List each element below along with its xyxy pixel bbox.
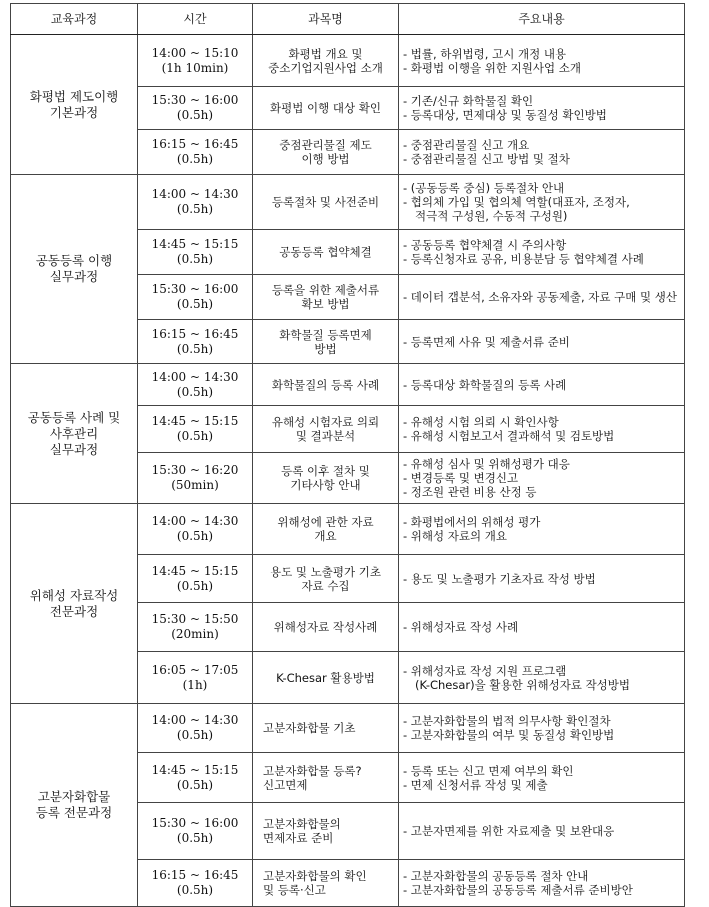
time-line: (20min) bbox=[171, 627, 219, 641]
content-line: - 용도 및 노출평가 기초자료 작성 방법 bbox=[403, 571, 596, 586]
content-line: - 등록대상 화학물질의 등록 사례 bbox=[403, 377, 567, 392]
subject-line: 면제자료 준비 bbox=[263, 831, 334, 845]
content-line: - 기존/신규 화학물질 확인 bbox=[403, 94, 534, 108]
course-name-line: 전문과정 bbox=[49, 603, 99, 619]
course-name-line: 위해성 자료작성 bbox=[29, 587, 119, 603]
subject-line: 고분자화합물의 bbox=[263, 817, 341, 831]
main-contents bbox=[399, 275, 685, 320]
subject-line: 자료 수집 bbox=[301, 578, 350, 593]
subject-name bbox=[253, 555, 399, 603]
main-contents bbox=[399, 603, 685, 652]
header-subject: 과목명 bbox=[253, 4, 399, 35]
main-contents bbox=[399, 453, 685, 504]
subject-name bbox=[253, 175, 399, 230]
time-line: (0.5h) bbox=[176, 578, 214, 593]
time-line: 14:45 ~ 15:15 bbox=[151, 237, 239, 251]
time-line: 16:15 ~ 16:45 bbox=[151, 137, 239, 151]
content-line: - 화평법에서의 위해성 평가 bbox=[403, 515, 541, 529]
time-line: 14:45 ~ 15:15 bbox=[151, 563, 239, 578]
time-line: 15:30 ~ 16:20 bbox=[151, 463, 239, 477]
course-name-line: 사후관리 bbox=[49, 425, 99, 441]
subject-name bbox=[253, 504, 399, 555]
subject-line: 고분자화합물 등록? bbox=[263, 763, 362, 778]
main-contents bbox=[399, 406, 685, 453]
time-line: 15:30 ~ 16:00 bbox=[151, 816, 239, 830]
main-contents bbox=[399, 555, 685, 603]
time-line: 15:30 ~ 15:50 bbox=[151, 612, 239, 626]
curriculum-table bbox=[10, 3, 685, 907]
subject-line: 개요 bbox=[314, 529, 337, 543]
main-contents bbox=[399, 320, 685, 364]
subject-line: 공동등록 협약체결 bbox=[279, 245, 372, 259]
time-line: (0.5h) bbox=[176, 777, 214, 792]
subject-line: 및 결과분석 bbox=[295, 429, 356, 443]
subject-name bbox=[253, 803, 399, 860]
main-contents bbox=[399, 87, 685, 130]
session-time bbox=[138, 130, 253, 175]
time-line: (0.5h) bbox=[176, 529, 214, 543]
session-time bbox=[138, 406, 253, 453]
session-time bbox=[138, 860, 253, 907]
time-line: (0.5h) bbox=[176, 728, 214, 742]
time-line: 14:45 ~ 15:15 bbox=[151, 762, 239, 777]
subject-line: 유해성 시험자료 의뢰 bbox=[271, 415, 380, 429]
time-line: 14:45 ~ 15:15 bbox=[151, 414, 239, 428]
subject-line: 등록을 위한 제출서류 bbox=[271, 283, 380, 297]
content-line: - 유해성 시험 의뢰 시 확인사항 bbox=[403, 415, 559, 429]
subject-line: 확보 방법 bbox=[301, 297, 350, 311]
main-contents bbox=[399, 753, 685, 803]
subject-line: 중소기업지원사업 소개 bbox=[268, 60, 383, 75]
content-line: - 면제 신청서류 작성 및 제출 bbox=[403, 777, 548, 792]
content-line: - 유해성 심사 및 위해성평가 대응 bbox=[403, 457, 570, 471]
content-line: - 법률, 하위법령, 고시 개정 내용 bbox=[403, 46, 567, 61]
time-line: (0.5h) bbox=[176, 384, 214, 399]
time-line: 16:15 ~ 16:45 bbox=[151, 326, 239, 341]
time-line: (0.5h) bbox=[176, 429, 214, 443]
session-time bbox=[138, 652, 253, 704]
content-line: - 화평법 이행을 위한 지원사업 소개 bbox=[403, 60, 581, 75]
time-line: (0.5h) bbox=[176, 108, 214, 122]
subject-line: 고분자화합물 기초 bbox=[263, 721, 356, 735]
course-name bbox=[11, 504, 138, 704]
time-line: (0.5h) bbox=[176, 202, 214, 216]
table-row bbox=[11, 35, 685, 87]
time-line: 14:00 ~ 15:10 bbox=[151, 45, 239, 60]
content-line: - 정조원 관련 비용 산정 등 bbox=[403, 485, 537, 499]
subject-line: K-Chesar 활용방법 bbox=[276, 670, 375, 685]
course-name-line: 기본과정 bbox=[49, 104, 99, 120]
session-time bbox=[138, 35, 253, 87]
time-line: 16:15 ~ 16:45 bbox=[151, 868, 239, 882]
subject-name bbox=[253, 130, 399, 175]
session-time bbox=[138, 230, 253, 275]
time-line: 14:00 ~ 14:30 bbox=[151, 514, 239, 528]
subject-line: 방법 bbox=[314, 341, 337, 356]
course-name-line: 공동등록 사례 및 bbox=[27, 409, 121, 425]
session-time bbox=[138, 364, 253, 406]
session-time bbox=[138, 555, 253, 603]
subject-name bbox=[253, 704, 399, 753]
content-line: - 유해성 시험보고서 결과해석 및 검토방법 bbox=[403, 429, 615, 443]
time-line: 15:30 ~ 16:00 bbox=[151, 282, 239, 296]
subject-line: 화학물질 등록면제 bbox=[279, 327, 372, 342]
content-line: - 고분자화합물의 공동등록 절차 안내 bbox=[403, 869, 589, 883]
time-line: (0.5h) bbox=[176, 831, 214, 845]
subject-name bbox=[253, 860, 399, 907]
subject-line: 화학물질의 등록 사례 bbox=[271, 377, 380, 392]
main-contents bbox=[399, 35, 685, 87]
time-line: 14:00 ~ 14:30 bbox=[151, 369, 239, 384]
course-name bbox=[11, 364, 138, 504]
content-line: - 고분자화합물의 공동등록 제출서류 준비방안 bbox=[403, 883, 633, 897]
subject-name bbox=[253, 87, 399, 130]
course-name-line: 고분자화합물 bbox=[37, 789, 111, 804]
content-line: - 고분자화합물의 여부 및 동질성 확인방법 bbox=[403, 728, 615, 742]
main-contents bbox=[399, 860, 685, 907]
time-line: 15:30 ~ 16:00 bbox=[151, 93, 239, 107]
main-contents bbox=[399, 652, 685, 704]
subject-line: 화평법 이행 대상 확인 bbox=[270, 101, 381, 115]
time-line: (0.5h) bbox=[176, 297, 214, 311]
time-line: (1h 10min) bbox=[161, 60, 229, 75]
table-row bbox=[11, 504, 685, 555]
subject-line: 고분자화합물의 확인 bbox=[263, 869, 367, 883]
content-line: - 고분자면제를 위한 자료제출 및 보완대응 bbox=[403, 824, 615, 838]
content-line: - 위해성자료 작성 사례 bbox=[403, 620, 519, 634]
main-contents bbox=[399, 130, 685, 175]
time-line: 14:00 ~ 14:30 bbox=[151, 187, 239, 201]
subject-line: 화평법 개요 및 bbox=[288, 46, 363, 61]
table-row bbox=[11, 704, 685, 753]
subject-line: 위해성에 관한 자료 bbox=[277, 515, 374, 529]
main-contents bbox=[399, 364, 685, 406]
subject-line: 신고면제 bbox=[263, 777, 308, 792]
session-time bbox=[138, 603, 253, 652]
subject-name bbox=[253, 453, 399, 504]
subject-name bbox=[253, 320, 399, 364]
course-name bbox=[11, 704, 138, 907]
time-line: (0.5h) bbox=[176, 341, 214, 356]
subject-line: 등록절차 및 사전준비 bbox=[271, 195, 380, 209]
header-course: 교육과정 bbox=[11, 4, 138, 35]
course-name-line: 실무과정 bbox=[49, 441, 99, 457]
time-line: (0.5h) bbox=[176, 152, 214, 166]
content-line: - 등록 또는 신고 면제 여부의 확인 bbox=[403, 763, 574, 778]
content-line: - 데이터 갭분석, 소유자와 공동제출, 자료 구매 및 생산 bbox=[403, 290, 677, 304]
table-row bbox=[11, 175, 685, 230]
subject-line: 등록 이후 절차 및 bbox=[281, 464, 370, 478]
content-line: - 고분자화합물의 법적 의무사항 확인절차 bbox=[403, 714, 611, 728]
content-line: - 공동등록 협약체결 시 주의사항 bbox=[403, 238, 567, 252]
content-line: (K-Chesar)을 활용한 위해성자료 작성방법 bbox=[415, 677, 630, 692]
content-line: - 등록면제 사유 및 제출서류 준비 bbox=[403, 334, 570, 349]
session-time bbox=[138, 453, 253, 504]
course-name-line: 공동등록 이행 bbox=[35, 253, 113, 268]
subject-line: 위해성자료 작성사례 bbox=[273, 620, 378, 634]
main-contents bbox=[399, 704, 685, 753]
header-row bbox=[11, 4, 685, 35]
content-line: - 위해성자료 작성 지원 프로그램 bbox=[403, 663, 567, 678]
session-time bbox=[138, 704, 253, 753]
session-time bbox=[138, 320, 253, 364]
time-line: 16:05 ~ 17:05 bbox=[151, 662, 239, 677]
subject-name bbox=[253, 35, 399, 87]
session-time bbox=[138, 803, 253, 860]
session-time bbox=[138, 175, 253, 230]
table-body bbox=[11, 35, 685, 907]
course-name-line: 실무과정 bbox=[49, 269, 99, 284]
subject-line: 및 등록·신고 bbox=[263, 883, 326, 897]
time-line: 14:00 ~ 14:30 bbox=[151, 713, 239, 727]
content-line: - 중점관리물질 신고 방법 및 절차 bbox=[403, 152, 570, 166]
content-line: 적극적 구성원, 수동적 구성원) bbox=[415, 209, 568, 223]
time-line: (0.5h) bbox=[176, 883, 214, 897]
subject-line: 용도 및 노출평가 기초 bbox=[270, 564, 381, 579]
course-name bbox=[11, 175, 138, 364]
content-line: - 협의체 가입 및 협의체 역할(대표자, 조정자, bbox=[403, 195, 630, 209]
subject-name bbox=[253, 230, 399, 275]
subject-name bbox=[253, 753, 399, 803]
content-line: - 등록신청자료 공유, 비용분담 등 협약체결 사례 bbox=[403, 252, 644, 266]
table-row bbox=[11, 364, 685, 406]
session-time bbox=[138, 275, 253, 320]
session-time bbox=[138, 753, 253, 803]
header-time: 시간 bbox=[138, 4, 253, 35]
time-line: (50min) bbox=[171, 478, 219, 492]
main-contents bbox=[399, 504, 685, 555]
header-contents: 주요내용 bbox=[399, 4, 685, 35]
content-line: - 등록대상, 면제대상 및 동질성 확인방법 bbox=[403, 108, 607, 122]
main-contents bbox=[399, 175, 685, 230]
session-time bbox=[138, 504, 253, 555]
subject-name bbox=[253, 406, 399, 453]
course-name-line: 등록 전문과정 bbox=[35, 805, 113, 820]
subject-line: 이행 방법 bbox=[301, 152, 350, 166]
content-line: - (공동등록 중심) 등록절차 안내 bbox=[403, 181, 565, 195]
time-line: (1h) bbox=[182, 677, 208, 692]
subject-line: 기타사항 안내 bbox=[290, 478, 361, 492]
subject-name bbox=[253, 603, 399, 652]
subject-name bbox=[253, 364, 399, 406]
content-line: - 위해성 자료의 개요 bbox=[403, 529, 507, 543]
subject-name bbox=[253, 275, 399, 320]
main-contents bbox=[399, 230, 685, 275]
main-contents bbox=[399, 803, 685, 860]
content-line: - 변경등록 및 변경신고 bbox=[403, 471, 519, 485]
session-time bbox=[138, 87, 253, 130]
content-line: - 중점관리물질 신고 개요 bbox=[403, 138, 530, 152]
time-line: (0.5h) bbox=[176, 252, 214, 266]
subject-line: 중점관리물질 제도 bbox=[279, 138, 372, 152]
subject-name bbox=[253, 652, 399, 704]
course-name bbox=[11, 35, 138, 175]
course-name-line: 화평법 제도이행 bbox=[29, 88, 119, 104]
